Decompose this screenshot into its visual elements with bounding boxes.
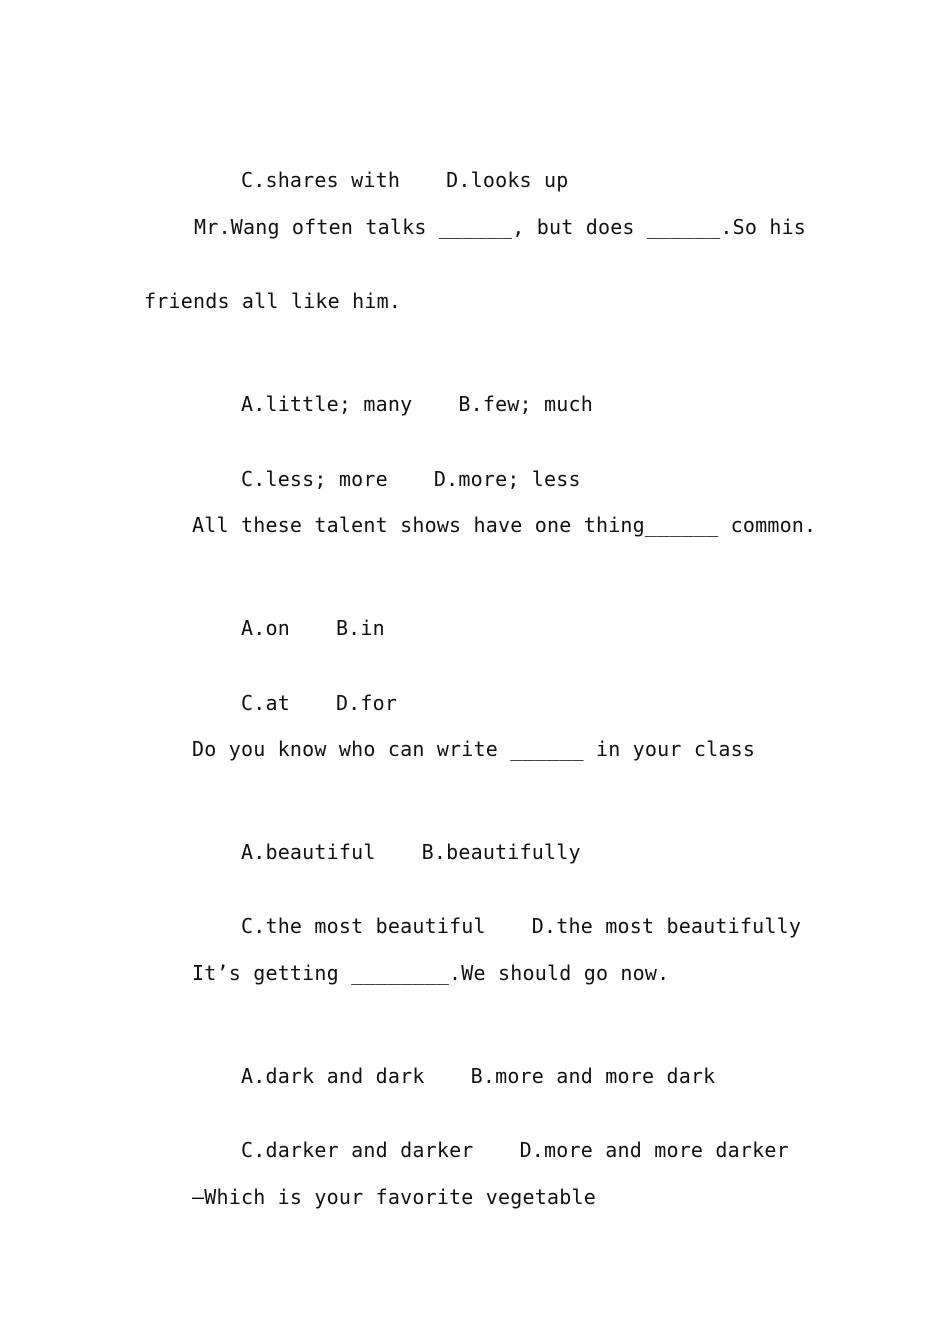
option-c: C.less; more [240, 467, 388, 491]
option-d: D.for [335, 691, 398, 715]
question-text: Do you know who can write ______ in your class [192, 737, 756, 761]
option-c: C.at [240, 691, 290, 715]
options-row [192, 661, 397, 745]
option-a: A.dark and dark [240, 1064, 425, 1088]
option-d: D.looks up [446, 168, 569, 192]
option-a: A.on [240, 616, 290, 640]
option-b: B.in [335, 616, 385, 640]
question-text: Mr.Wang often talks ______, but does ______.So his [194, 215, 807, 239]
options-row [192, 810, 581, 894]
options-row [192, 884, 801, 968]
options-row [192, 138, 569, 222]
options-row [192, 437, 581, 521]
option-c: C.shares with [240, 168, 401, 192]
option-b: B.more and more dark [470, 1064, 716, 1088]
option-d: D.the most beautifully [531, 914, 802, 938]
option-d: D.more; less [433, 467, 581, 491]
option-d: D.more and more darker [519, 1138, 789, 1162]
options-row [192, 1108, 789, 1192]
option-b: B.few; much [458, 392, 593, 416]
question-text-continued: friends all like him. [144, 289, 402, 313]
question-text: All these talent shows have one thing______ common. [192, 513, 817, 537]
question-text: —Which is your favorite vegetable [192, 1185, 596, 1209]
option-c: C.the most beautiful [240, 914, 486, 938]
option-a: A.little; many [240, 392, 413, 416]
option-c: C.darker and darker [240, 1138, 474, 1162]
options-row [192, 1034, 715, 1118]
option-a: A.beautiful [240, 840, 376, 864]
options-row [192, 586, 385, 670]
option-b: B.beautifully [421, 840, 581, 864]
question-text: It’s getting ________.We should go now. [192, 961, 670, 985]
options-row [192, 362, 593, 446]
